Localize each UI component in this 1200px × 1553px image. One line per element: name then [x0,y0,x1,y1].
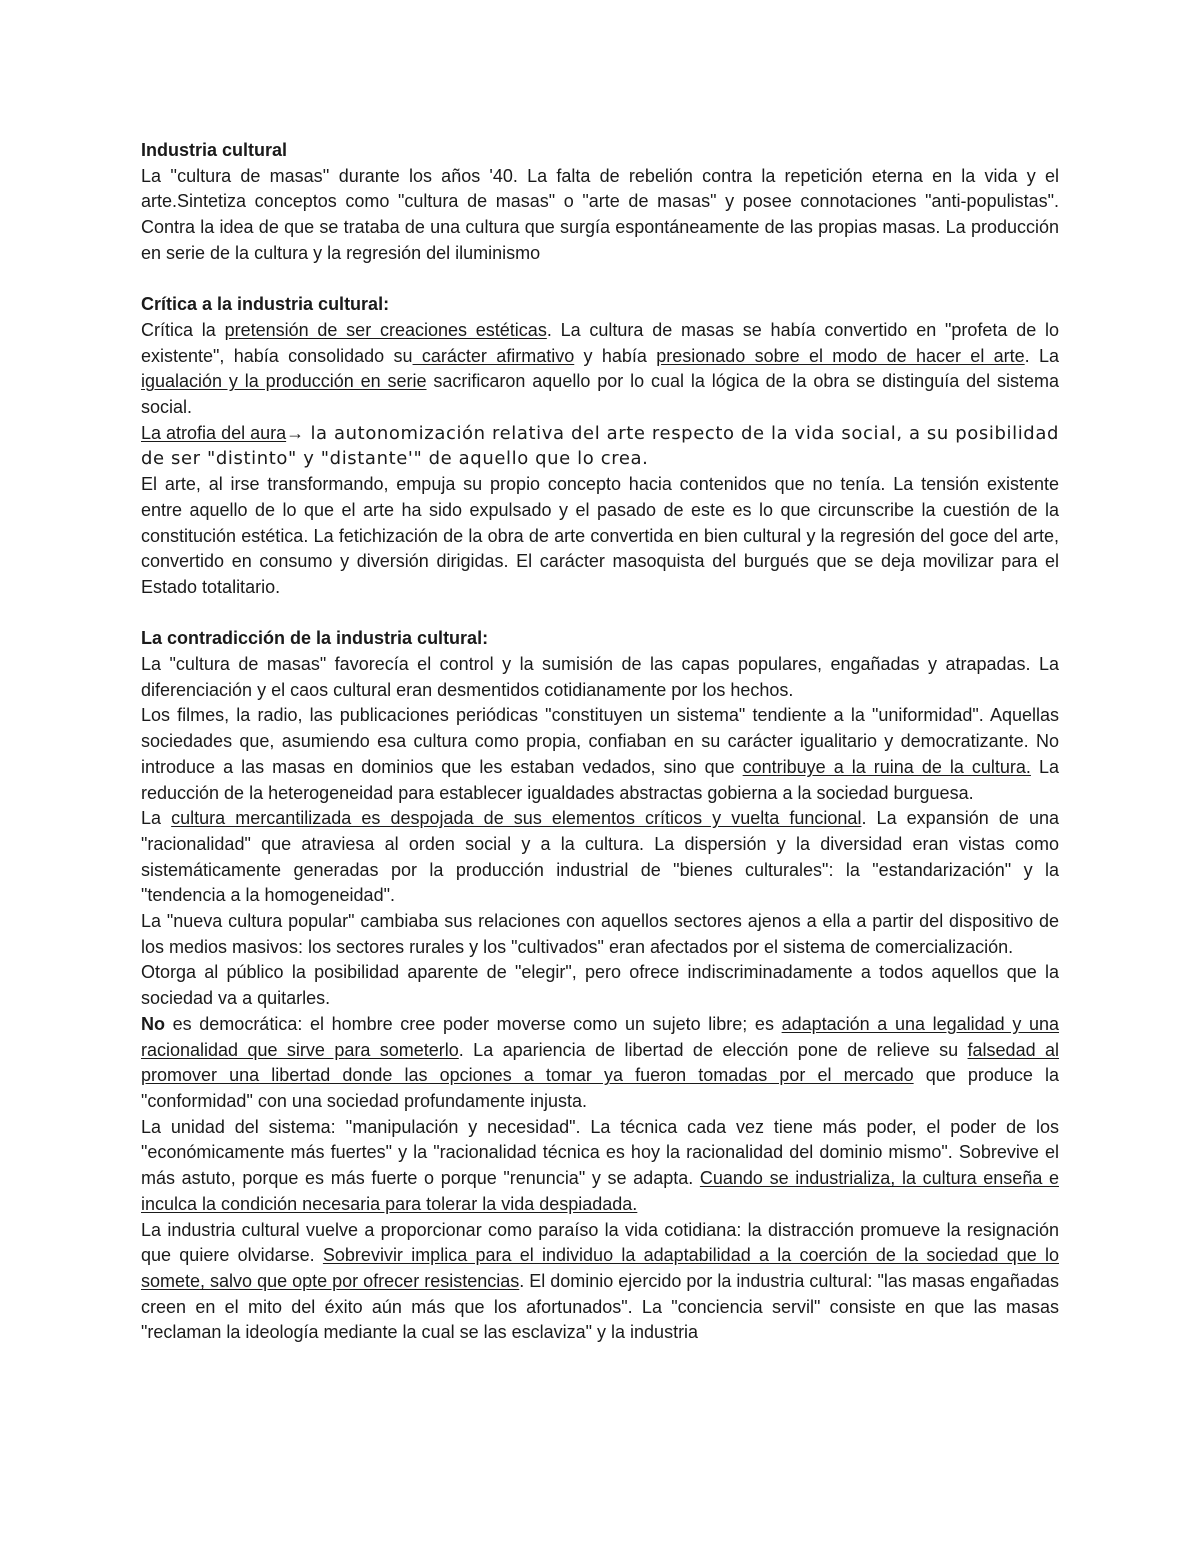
underlined-text: presionado sobre el modo de hacer el arte [656,345,1025,366]
section-title-contradiccion: La contradicción de la industria cultural: [141,628,489,649]
underlined-text: cultura mercantilizada es despojada de sus elementos críticos y vuelta funcional [171,808,862,829]
text-run: . La cultura de masas se había convertido en "profeta de lo existente", había consolidado su [141,319,1059,366]
section-title-critica: Crítica a la industria cultural: [141,294,390,315]
text-run: es democrática: el hombre cree poder moverse como un sujeto libre; es [165,1013,782,1034]
text-run: Crítica la [141,319,225,340]
text-run: . La [1024,345,1059,366]
paragraph [141,1218,1059,1347]
bold-text: No [141,1013,165,1034]
document-page [141,138,1059,1346]
paragraph [141,1012,1059,1115]
paragraph [141,806,1059,909]
section-title-industria-cultural: Industria cultural [141,140,288,160]
paragraph [141,703,1059,806]
text-run: . La apariencia de libertad de elección pone de relieve su [458,1039,968,1060]
underlined-text: falsedad al promover una libertad donde las opciones a tomar ya fueron tomadas por el mercado [141,1039,1059,1086]
paragraph [141,318,1059,421]
text-run: . El dominio ejercido por la industria cultural: "las masas engañadas creen en el mito del éxito aún más que los afortunados". La "conciencia servil" consiste en que las masas "reclaman la ideología mediante la cual se las esclaviza" y la industria [141,1270,1059,1343]
underlined-text: pretensión de ser creaciones estéticas [224,319,547,340]
text-run: La [141,808,172,829]
spacer [141,601,1059,627]
paragraph: Otorga al público la posibilidad aparente de "elegir", pero ofrece indiscriminadamente a todos aquellos que la sociedad va a quitarles. [141,962,1059,1009]
text-run: La unidad del sistema: ''manipulación y necesidad". La técnica cada vez tiene más poder, el poder de los "económicamente más fuertes" y la "racionalidad técnica es hoy la racionalidad del dominio mismo". Sobrevive el más astuto, porque es más fuerte o porque "renuncia" y se adapta. [141,1116,1059,1189]
arrow-icon: → [286,422,305,443]
underlined-text: Cuando se industrializa, la cultura enseña e inculca la condición necesaria para tolerar la vida despiadada. [141,1168,1059,1214]
underlined-text: contribuye a la ruina de la cultura. [742,756,1031,777]
underlined-text: La atrofia del aura [141,422,287,443]
text-run: que produce la "conformidad" con una sociedad profundamente injusta. [141,1065,1060,1111]
underlined-text: igualación y la producción en serie [141,371,427,392]
text-run: sacrificaron aquello por lo cual la lógica de la obra se distinguía del sistema social. [141,371,1060,418]
text-run: y había [574,345,657,366]
paragraph: El arte, al irse transformando, empuja su propio concepto hacia contenidos que no tenía. La tensión existente entre aquello de lo que el arte ha sido expulsado y el pasado de este es lo que circunscribe la cuestión de la constitución estética. La fetichización de la obra de arte convertida en bien cultural y la regresión del goce del arte, convertido en consumo y diversión dirigidas. El carácter masoquista del burgués que se deja movilizar para el Estado totalitario. [141,474,1059,597]
text-run: . La expansión de una "racionalidad" que atraviesa al orden social y a la cultura. La dispersión y la diversidad eran vistas como sistemáticamente generadas por la producción industrial de "bienes culturales": la "estandarización" y la "tendencia a la homogeneidad". [141,808,1059,906]
underlined-text: adaptación a una legalidad y una racionalidad que sirve para someterlo [141,1013,1060,1060]
paragraph: La "nueva cultura popular" cambiaba sus relaciones con aquellos sectores ajenos a ella a partir del dispositivo de los medios masivos: los sectores rurales y los "cultivados" eran afectados por el sistema de comercialización. [141,911,1059,957]
text-run: La industria cultural vuelve a proporcionar como paraíso la vida cotidiana: la distracción promueve la resignación que quiere olvidarse. [141,1219,1059,1266]
text-run: la autonomización relativa del arte respecto de la vida social, a su posibilidad de ser "distinto" y "distante'" de aquello que lo crea. [141,422,1059,470]
paragraph: La "cultura de masas" favorecía el control y la sumisión de las capas populares, engañadas y atrapadas. La diferenciación y el caos cultural eran desmentidos cotidianamente por los hechos. [141,654,1059,700]
paragraph [141,421,1059,472]
text-run: Los filmes, la radio, las publicaciones periódicas "constituyen un sistema" tendiente a la "uniformidad". Aquellas sociedades que, asumiendo esa cultura como propia, confiaban en su carácter igualitario y democratizante. No introduce a las masas en dominios que les estaban vedados, sino que [141,705,1059,777]
text-run: La reducción de la heterogeneidad para establecer igualdades abstractas gobierna a la sociedad burguesa. [141,756,1059,803]
underlined-text: Sobrevivir implica para el individuo la adaptabilidad a la coerción de la sociedad que lo somete, salvo que opte por ofrecer resistencias [141,1245,1059,1291]
spacer [141,267,1059,293]
paragraph [141,1115,1059,1218]
underlined-text: carácter afirmativo [412,345,575,366]
paragraph: La ''cultura de masas'' durante los años '40. La falta de rebelión contra la repetición eterna en la vida y el arte.Sintetiza conceptos como "cultura de masas" o "arte de masas" y posee connotaciones "anti-populistas". Contra la idea de que se trataba de una cultura que surgía espontáneamente de las propias masas. La producción en serie de la cultura y la regresión del iluminismo [141,165,1059,263]
